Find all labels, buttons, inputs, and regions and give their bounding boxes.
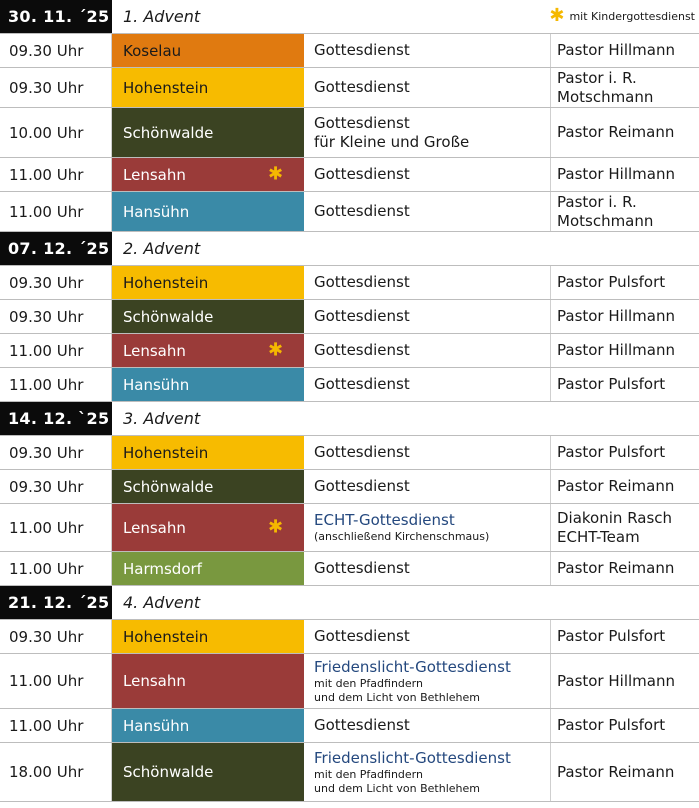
officiant <box>551 192 699 231</box>
church-name: Hansühn <box>123 202 190 221</box>
legend-text: mit Kindergottesdienst <box>569 9 695 23</box>
pastor-line: Motschmann <box>557 87 654 106</box>
pastor-line: Pastor Reimann <box>557 477 675 495</box>
officiant <box>551 552 699 585</box>
service-time: 11.00 Uhr <box>0 709 112 742</box>
church-name: Schönwalde <box>123 477 214 496</box>
service-description <box>304 266 551 299</box>
service-time: 09.30 Uhr <box>0 68 112 107</box>
section-date: 30. 11. ´25 <box>0 0 112 33</box>
pastor-line: Pastor i. R. <box>557 192 637 211</box>
service-time: 11.00 Uhr <box>0 192 112 231</box>
service-time: 09.30 Uhr <box>0 436 112 469</box>
service-description <box>304 158 551 191</box>
service-row <box>0 368 699 402</box>
officiant <box>551 300 699 333</box>
service-description <box>304 436 551 469</box>
pastor-line: Pastor Pulsfort <box>557 273 666 291</box>
service-time: 10.00 Uhr <box>0 108 112 157</box>
church-name: Koselau <box>123 41 182 60</box>
section-header <box>0 402 699 436</box>
section-title-cell <box>112 0 699 33</box>
service-time: 09.30 Uhr <box>0 34 112 67</box>
pastor-line: Motschmann <box>557 211 654 230</box>
officiant <box>551 368 699 401</box>
service-row <box>0 504 699 552</box>
officiant <box>551 34 699 67</box>
service-time: 11.00 Uhr <box>0 158 112 191</box>
service-row <box>0 436 699 470</box>
service-name-line2: für Kleine und Große <box>314 132 470 151</box>
section-header <box>0 586 699 620</box>
pastor-line: Pastor Hillmann <box>557 165 675 183</box>
section-header <box>0 0 699 34</box>
pastor-line: Pastor Hillmann <box>557 341 675 359</box>
church-location <box>112 34 304 67</box>
officiant <box>551 504 699 551</box>
church-name: Hohenstein <box>123 443 209 462</box>
church-location <box>112 158 304 191</box>
asterisk-star-icon: ✱ <box>549 5 565 26</box>
officiant <box>551 470 699 503</box>
service-time: 09.30 Uhr <box>0 620 112 653</box>
officiant <box>551 334 699 367</box>
service-time: 09.30 Uhr <box>0 300 112 333</box>
section-date: 14. 12. `25 <box>0 402 112 435</box>
service-name: Gottesdienst <box>314 307 410 325</box>
service-row <box>0 300 699 334</box>
pastor-line: Pastor Hillmann <box>557 307 675 325</box>
service-description <box>304 334 551 367</box>
service-name: Gottesdienst <box>314 165 410 183</box>
service-description <box>304 743 551 801</box>
pastor-line: Diakonin Rasch <box>557 508 673 527</box>
service-name: Friedenslicht-Gottesdienst <box>314 748 511 767</box>
church-location <box>112 192 304 231</box>
officiant <box>551 620 699 653</box>
section-title: 3. Advent <box>123 409 201 428</box>
pastor-line: Pastor Hillmann <box>557 671 675 690</box>
pastor-line: Pastor Pulsfort <box>557 443 666 461</box>
service-name: Gottesdienst <box>314 559 410 577</box>
service-note: und dem Licht von Bethlehem <box>314 781 480 795</box>
church-location <box>112 300 304 333</box>
pastor-line: Pastor Hillmann <box>557 41 675 59</box>
officiant <box>551 108 699 157</box>
service-time: 11.00 Uhr <box>0 552 112 585</box>
service-time: 18.00 Uhr <box>0 743 112 801</box>
legend <box>549 7 695 25</box>
service-time: 11.00 Uhr <box>0 654 112 708</box>
section-title: 2. Advent <box>123 239 201 258</box>
church-location <box>112 266 304 299</box>
service-name: Gottesdienst <box>314 41 410 59</box>
service-row <box>0 709 699 743</box>
service-name: ECHT-Gottesdienst <box>314 511 455 529</box>
service-time: 09.30 Uhr <box>0 266 112 299</box>
church-name: Hansühn <box>123 375 190 394</box>
church-location <box>112 552 304 585</box>
pastor-line: Pastor Pulsfort <box>557 627 666 645</box>
officiant <box>551 68 699 107</box>
section-title-cell <box>112 586 699 619</box>
section-header <box>0 232 699 266</box>
service-row <box>0 158 699 192</box>
section-title-cell <box>112 232 699 265</box>
service-row <box>0 266 699 300</box>
service-description <box>304 504 551 551</box>
service-name: Gottesdienst <box>314 443 410 461</box>
section-title: 1. Advent <box>123 7 201 26</box>
officiant <box>551 743 699 801</box>
service-row <box>0 743 699 802</box>
church-name: Hohenstein <box>123 627 209 646</box>
service-description <box>304 108 551 157</box>
church-name: Lensahn <box>123 672 186 690</box>
service-name: Gottesdienst <box>314 477 410 495</box>
service-description <box>304 300 551 333</box>
service-time: 11.00 Uhr <box>0 334 112 367</box>
section-date: 07. 12. ´25 <box>0 232 112 265</box>
service-description <box>304 620 551 653</box>
pastor-line: Pastor Reimann <box>557 559 675 577</box>
service-name: Gottesdienst <box>314 273 410 291</box>
service-note: (anschließend Kirchenschmaus) <box>314 530 490 543</box>
asterisk-star-icon: ✱ <box>268 163 284 185</box>
section-date: 21. 12. ´25 <box>0 586 112 619</box>
church-name: Schönwalde <box>123 123 214 142</box>
service-row <box>0 334 699 368</box>
asterisk-star-icon: ✱ <box>268 339 284 361</box>
service-description <box>304 470 551 503</box>
service-name: Gottesdienst <box>314 113 410 132</box>
service-time: 09.30 Uhr <box>0 470 112 503</box>
officiant <box>551 158 699 191</box>
asterisk-star-icon: ✱ <box>268 516 284 538</box>
service-row <box>0 108 699 158</box>
church-name: Schönwalde <box>123 307 214 326</box>
service-row <box>0 552 699 586</box>
service-name: Friedenslicht-Gottesdienst <box>314 657 511 676</box>
church-name: Lensahn <box>123 341 186 360</box>
service-description <box>304 68 551 107</box>
church-location <box>112 709 304 742</box>
service-name: Gottesdienst <box>314 341 410 359</box>
service-description <box>304 552 551 585</box>
service-note: mit den Pfadfindern <box>314 767 423 781</box>
pastor-line: Pastor i. R. <box>557 68 637 87</box>
church-location <box>112 108 304 157</box>
church-name: Schönwalde <box>123 763 214 781</box>
service-row <box>0 68 699 108</box>
officiant <box>551 654 699 708</box>
service-description <box>304 34 551 67</box>
church-location <box>112 620 304 653</box>
pastor-line: Pastor Reimann <box>557 762 675 781</box>
service-description <box>304 368 551 401</box>
service-name: Gottesdienst <box>314 375 410 393</box>
pastor-line: Pastor Pulsfort <box>557 716 666 734</box>
service-row <box>0 34 699 68</box>
section-title-cell <box>112 402 699 435</box>
service-row <box>0 470 699 504</box>
church-location <box>112 504 304 551</box>
service-note: und dem Licht von Bethlehem <box>314 690 480 704</box>
church-name: Hohenstein <box>123 78 209 97</box>
church-name: Lensahn <box>123 518 186 537</box>
officiant <box>551 436 699 469</box>
church-location <box>112 743 304 801</box>
service-time: 11.00 Uhr <box>0 368 112 401</box>
church-name: Harmsdorf <box>123 559 202 578</box>
service-name: Gottesdienst <box>314 627 410 645</box>
church-location <box>112 470 304 503</box>
service-description <box>304 709 551 742</box>
officiant <box>551 709 699 742</box>
pastor-line: ECHT-Team <box>557 527 640 546</box>
service-description <box>304 654 551 708</box>
pastor-line: Pastor Pulsfort <box>557 375 666 393</box>
service-description <box>304 192 551 231</box>
service-name: Gottesdienst <box>314 716 410 734</box>
service-time: 11.00 Uhr <box>0 504 112 551</box>
officiant <box>551 266 699 299</box>
service-note: mit den Pfadfindern <box>314 676 423 690</box>
church-name: Hansühn <box>123 716 190 735</box>
church-location <box>112 368 304 401</box>
service-name: Gottesdienst <box>314 202 410 220</box>
church-name: Lensahn <box>123 165 186 184</box>
church-location <box>112 68 304 107</box>
section-title: 4. Advent <box>123 593 201 612</box>
service-row <box>0 654 699 709</box>
service-name: Gottesdienst <box>314 78 410 96</box>
church-location <box>112 334 304 367</box>
service-row <box>0 620 699 654</box>
pastor-line: Pastor Reimann <box>557 123 675 141</box>
church-location <box>112 436 304 469</box>
service-row <box>0 192 699 232</box>
church-name: Hohenstein <box>123 273 209 292</box>
church-location <box>112 654 304 708</box>
